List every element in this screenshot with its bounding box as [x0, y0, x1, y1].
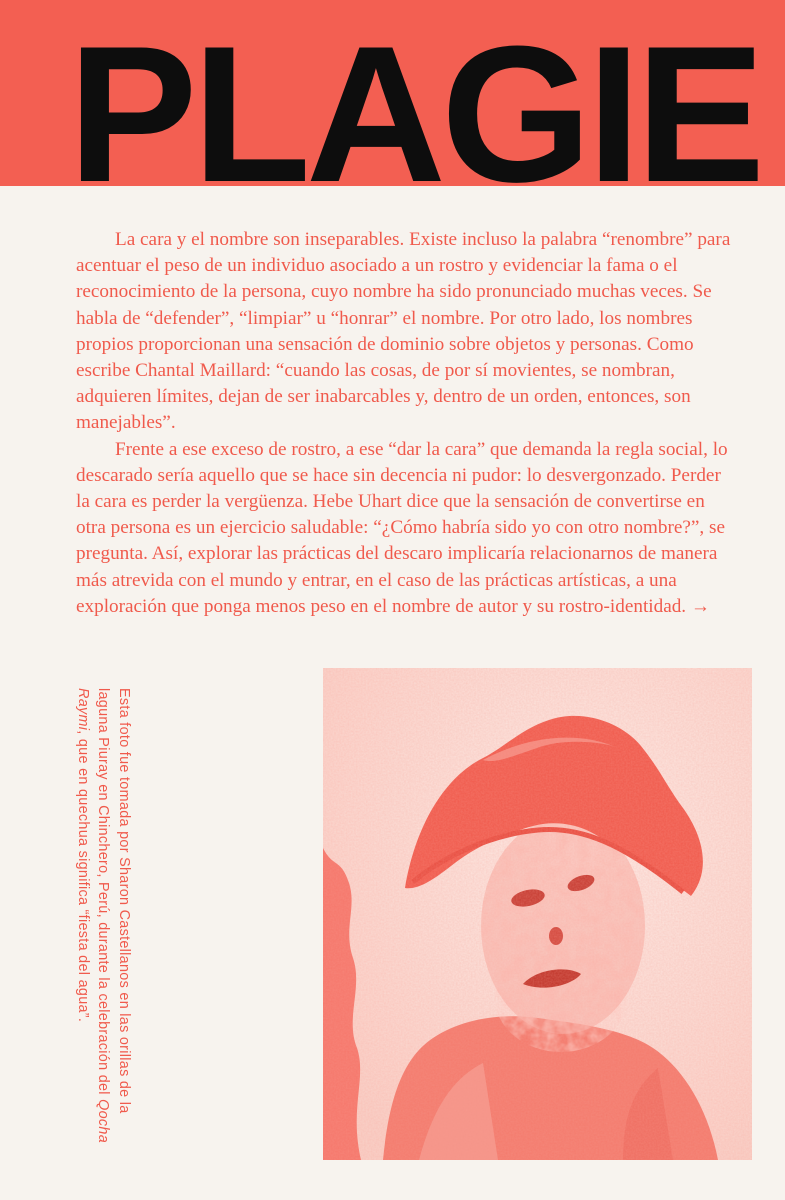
article-body	[76, 227, 731, 620]
photo-illustration	[323, 668, 752, 1160]
caption-event-name: Qocha Raymi	[75, 688, 112, 1143]
masthead	[0, 0, 785, 186]
caption-text-before: Esta foto fue tomada por Sharon Castellanos en las orillas de la laguna Piuray en Chinchero, Perú, durante la celebración del	[95, 688, 132, 1114]
article-paragraph-1: La cara y el nombre son inseparables. Existe incluso la palabra “renombre” para acentuar el peso de un individuo asociado a un rostro y evidenciar la fama o el reconocimiento de la persona, cuyo nombre ha sido pronunciado muchas veces. Se habla de “defender”, “limpiar” u “honrar” el nombre. Por otro lado, los nombres propios proporcionan una sensación de dominio sobre objetos y personas. Como escribe Chantal Maillard: “cuando las cosas, de por sí movientes, se nombran, adquieren límites, dejan de ser inabarcables y, dentro de un orden, entonces, son manejables”.	[76, 229, 731, 434]
photo-grain	[323, 668, 752, 1160]
masked-person-photo	[323, 668, 752, 1160]
photo-caption	[62, 688, 134, 1148]
masthead-title: PLAGIE	[68, 6, 761, 186]
article-paragraph-2: Frente a ese exceso de rostro, a ese “dar la cara” que demanda la regla social, lo descarado sería aquello que se hace sin decencia ni pudor: lo desvergonzado. Perder la cara es perder la vergüenza. Hebe Uhart dice que la sensación de convertirse en otra persona es un ejercicio saludable: “¿Cómo habría sido yo con otro nombre?”, se pregunta. Así, explorar las prácticas del descaro implicaría relacionarnos de manera más atrevida con el mundo y entrar, en el caso de las prácticas artísticas, a una exploración que ponga menos peso en el nombre de autor y su rostro-identidad. →	[76, 438, 728, 617]
caption-text-after: , que en quechua significa “fiesta del agua”.	[75, 730, 91, 1023]
